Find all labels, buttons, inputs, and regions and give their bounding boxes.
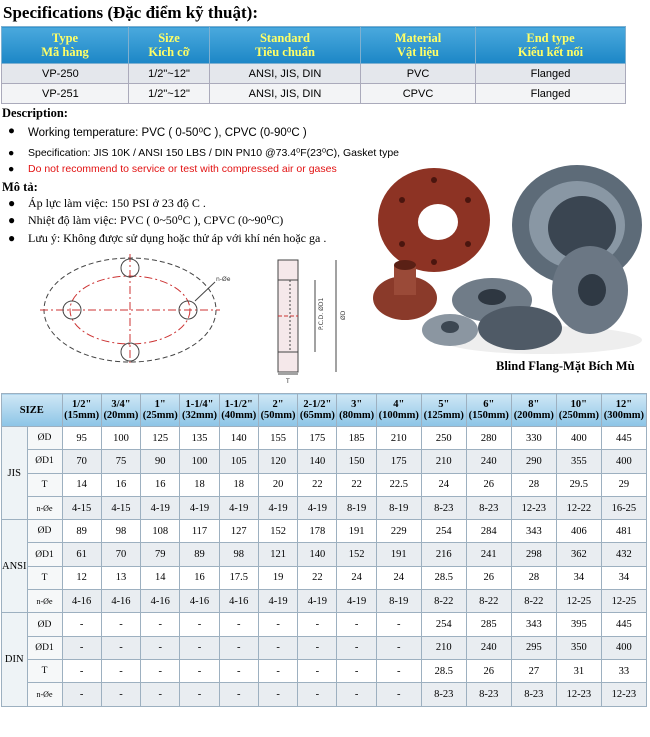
header-standard: Standard Tiêu chuẩn	[210, 27, 361, 64]
row-label: T	[27, 566, 62, 589]
value-cell: -	[376, 636, 421, 659]
value-cell: 152	[258, 520, 297, 543]
value-cell: 330	[511, 427, 556, 450]
size-mm: (125mm)	[423, 410, 464, 421]
value-cell: 229	[376, 520, 421, 543]
description-item: ● Specification: JIS 10K / ANSI 150 LBS / DIN PN10 @73.4⁰F(23⁰C), Gasket type	[8, 147, 399, 159]
size-inch: 4"	[393, 399, 405, 410]
value-cell: -	[62, 659, 101, 682]
value-cell: -	[180, 613, 219, 636]
value-cell: 406	[556, 520, 601, 543]
size-inch: 8"	[528, 399, 540, 410]
value-cell: 8-23	[511, 683, 556, 706]
value-cell: 22.5	[376, 473, 421, 496]
value-cell: 8-22	[466, 590, 511, 613]
size-inch: 3"	[351, 399, 363, 410]
value-cell: 445	[601, 427, 646, 450]
value-cell: 26	[466, 659, 511, 682]
value-cell: -	[101, 659, 140, 682]
size-header: SIZE	[2, 394, 63, 427]
value-cell: 4-19	[298, 590, 337, 613]
value-cell: 4-16	[101, 590, 140, 613]
bullet-icon: ●	[8, 213, 16, 227]
value-cell: 400	[601, 450, 646, 473]
size-mm: (40mm)	[221, 410, 257, 421]
size-mm: (50mm)	[260, 410, 296, 421]
value-cell: 178	[298, 520, 337, 543]
value-cell: 4-15	[101, 496, 140, 519]
value-cell: 4-19	[337, 590, 376, 613]
value-cell: 155	[258, 427, 297, 450]
right-grey-flange	[552, 246, 628, 334]
value-cell: 240	[466, 636, 511, 659]
header-size: Size Kích cỡ	[129, 27, 210, 64]
value-cell: 12-22	[556, 496, 601, 519]
value-cell: 100	[101, 427, 140, 450]
value-cell: 362	[556, 543, 601, 566]
value-cell: 210	[421, 450, 466, 473]
size-inch: 12"	[615, 399, 633, 410]
value-cell: 61	[62, 543, 101, 566]
value-cell: 17.5	[219, 566, 258, 589]
value-cell: 27	[511, 659, 556, 682]
value-cell: 285	[466, 613, 511, 636]
row-label: ØD	[27, 427, 62, 450]
value-cell: -	[337, 659, 376, 682]
value-cell: -	[337, 683, 376, 706]
bullet-icon: ●	[8, 147, 15, 159]
spec-header-row	[2, 27, 626, 64]
photo-caption: Blind Flang-Mặt Bích Mù	[496, 359, 635, 373]
size-header-cell	[298, 394, 337, 427]
value-cell: 12-23	[556, 683, 601, 706]
group-label: DIN	[2, 613, 28, 706]
value-cell: 280	[466, 427, 511, 450]
size-header-cell	[556, 394, 601, 427]
size-header-cell	[337, 394, 376, 427]
value-cell: 24	[376, 566, 421, 589]
value-cell: 89	[180, 543, 219, 566]
red-flange	[378, 168, 490, 272]
value-cell: 250	[421, 427, 466, 450]
value-cell: 12-23	[511, 496, 556, 519]
value-cell: -	[141, 636, 180, 659]
value-cell: 33	[601, 659, 646, 682]
size-inch: 1-1/4"	[185, 399, 214, 410]
value-cell: 290	[511, 450, 556, 473]
value-cell: -	[298, 683, 337, 706]
value-cell: -	[258, 613, 297, 636]
value-cell: 16	[141, 473, 180, 496]
size-inch: 1-1/2"	[224, 399, 253, 410]
header-type: Type Mã hàng	[2, 27, 129, 64]
size-header-cell	[180, 394, 219, 427]
size-header-cell	[62, 394, 101, 427]
size-mm: (150mm)	[468, 410, 509, 421]
value-cell: 8-23	[421, 683, 466, 706]
value-cell: 295	[511, 636, 556, 659]
value-cell: 31	[556, 659, 601, 682]
description-warning: ● Do not recommend to service or test with compressed air or gases	[8, 163, 337, 175]
value-cell: 350	[556, 636, 601, 659]
value-cell: 117	[180, 520, 219, 543]
value-cell: -	[298, 636, 337, 659]
dimension-row	[2, 520, 647, 543]
value-cell: 4-19	[180, 496, 219, 519]
dimension-row	[2, 590, 647, 613]
value-cell: -	[101, 683, 140, 706]
spec-cell: 1/2"~12"	[129, 84, 210, 104]
row-label: n-Øe	[27, 496, 62, 519]
value-cell: 24	[421, 473, 466, 496]
dimension-row	[2, 473, 647, 496]
group-label: ANSI	[2, 520, 28, 613]
value-cell: 34	[601, 566, 646, 589]
value-cell: 175	[298, 427, 337, 450]
spec-cell: VP-251	[2, 84, 129, 104]
value-cell: 210	[421, 636, 466, 659]
value-cell: 14	[141, 566, 180, 589]
description-heading: Description:	[2, 106, 68, 120]
value-cell: 175	[376, 450, 421, 473]
size-header-cell	[466, 394, 511, 427]
value-cell: 191	[337, 520, 376, 543]
bullet-icon: ●	[8, 231, 16, 245]
mota-heading: Mô tả:	[2, 180, 38, 194]
hole-label: n-Øe	[216, 276, 231, 283]
size-header-cell	[601, 394, 646, 427]
value-cell: 16-25	[601, 496, 646, 519]
size-inch: 5"	[438, 399, 450, 410]
value-cell: -	[141, 683, 180, 706]
value-cell: 185	[337, 427, 376, 450]
value-cell: 4-19	[298, 496, 337, 519]
spec-cell: ANSI, JIS, DIN	[210, 84, 361, 104]
spec-cell: Flanged	[476, 64, 626, 84]
value-cell: -	[62, 636, 101, 659]
size-mm: (32mm)	[182, 410, 217, 421]
flange-side-view	[278, 260, 336, 374]
size-mm: (20mm)	[103, 410, 139, 421]
size-mm: (100mm)	[378, 410, 419, 421]
value-cell: 216	[421, 543, 466, 566]
size-header-cell	[258, 394, 297, 427]
value-cell: 8-23	[466, 683, 511, 706]
spec-table	[1, 26, 626, 104]
value-cell: 12	[62, 566, 101, 589]
value-cell: -	[141, 659, 180, 682]
mota-item: ● Áp lực làm việc: 150 PSI ở 23 độ C .	[8, 196, 206, 210]
value-cell: 28.5	[421, 566, 466, 589]
size-inch: 2"	[272, 399, 284, 410]
dimension-row	[2, 613, 647, 636]
size-mm: (200mm)	[513, 410, 554, 421]
value-cell: -	[219, 613, 258, 636]
dimension-row	[2, 566, 647, 589]
size-mm: (80mm)	[339, 410, 375, 421]
value-cell: 90	[141, 450, 180, 473]
value-cell: 16	[101, 473, 140, 496]
row-label: n-Øe	[27, 590, 62, 613]
value-cell: 481	[601, 520, 646, 543]
value-cell: 34	[556, 566, 601, 589]
value-cell: 4-19	[141, 496, 180, 519]
value-cell: -	[180, 683, 219, 706]
size-header-cell	[376, 394, 421, 427]
value-cell: 343	[511, 613, 556, 636]
row-label: ØD1	[27, 543, 62, 566]
value-cell: -	[141, 613, 180, 636]
value-cell: 125	[141, 427, 180, 450]
size-inch: 1/2"	[72, 399, 92, 410]
row-label: ØD1	[27, 636, 62, 659]
spec-cell: PVC	[361, 64, 476, 84]
value-cell: 4-15	[62, 496, 101, 519]
t-label: T	[286, 378, 290, 385]
value-cell: 254	[421, 520, 466, 543]
dimension-row	[2, 683, 647, 706]
value-cell: 4-16	[141, 590, 180, 613]
value-cell: 298	[511, 543, 556, 566]
value-cell: 140	[298, 450, 337, 473]
row-label: T	[27, 659, 62, 682]
value-cell: 343	[511, 520, 556, 543]
value-cell: 8-19	[376, 496, 421, 519]
value-cell: -	[101, 636, 140, 659]
value-cell: 28	[511, 566, 556, 589]
row-label: ØD	[27, 520, 62, 543]
value-cell: -	[376, 613, 421, 636]
size-inch: 6"	[483, 399, 495, 410]
spec-row	[2, 84, 626, 104]
value-cell: 89	[62, 520, 101, 543]
value-cell: 8-19	[376, 590, 421, 613]
size-header-cell	[511, 394, 556, 427]
size-mm: (300mm)	[603, 410, 645, 421]
value-cell: -	[219, 659, 258, 682]
value-cell: 120	[258, 450, 297, 473]
value-cell: 28.5	[421, 659, 466, 682]
bullet-icon: ●	[8, 125, 15, 137]
value-cell: 79	[141, 543, 180, 566]
value-cell: -	[258, 683, 297, 706]
flange-front-view	[40, 254, 220, 366]
value-cell: 98	[219, 543, 258, 566]
size-mm: (25mm)	[142, 410, 178, 421]
value-cell: 12-23	[601, 683, 646, 706]
value-cell: 8-19	[337, 496, 376, 519]
value-cell: 20	[258, 473, 297, 496]
value-cell: 70	[62, 450, 101, 473]
value-cell: 395	[556, 613, 601, 636]
size-inch: 1"	[154, 399, 166, 410]
dimension-row	[2, 636, 647, 659]
size-mm: (65mm)	[299, 410, 335, 421]
small-grey-flange	[422, 314, 478, 346]
row-label: ØD	[27, 613, 62, 636]
size-mm: (15mm)	[64, 410, 100, 421]
value-cell: -	[337, 613, 376, 636]
mota-item: ● Lưu ý: Không được sử dụng hoặc thử áp với khí nén hoặc ga .	[8, 231, 327, 245]
value-cell: 18	[219, 473, 258, 496]
size-header-cell	[219, 394, 258, 427]
value-cell: 22	[298, 566, 337, 589]
value-cell: 400	[556, 427, 601, 450]
pcd-label: P.C.D. ØD1	[318, 297, 325, 330]
value-cell: 152	[337, 543, 376, 566]
flange-product-photo	[372, 160, 647, 360]
value-cell: 12-25	[601, 590, 646, 613]
dimension-row	[2, 543, 647, 566]
page-title: Specifications (Đặc điểm kỹ thuật):	[3, 3, 258, 22]
value-cell: 18	[180, 473, 219, 496]
dimension-row	[2, 427, 647, 450]
dimension-table	[1, 393, 647, 707]
dimension-row	[2, 450, 647, 473]
value-cell: 240	[466, 450, 511, 473]
value-cell: 108	[141, 520, 180, 543]
dimension-header-row	[2, 394, 647, 427]
value-cell: 70	[101, 543, 140, 566]
value-cell: 14	[62, 473, 101, 496]
size-header-cell	[141, 394, 180, 427]
value-cell: -	[376, 683, 421, 706]
value-cell: -	[337, 636, 376, 659]
value-cell: 254	[421, 613, 466, 636]
value-cell: -	[62, 613, 101, 636]
value-cell: -	[62, 683, 101, 706]
value-cell: 75	[101, 450, 140, 473]
value-cell: -	[219, 683, 258, 706]
size-inch: 3/4"	[111, 399, 131, 410]
value-cell: 98	[101, 520, 140, 543]
value-cell: 355	[556, 450, 601, 473]
value-cell: 16	[180, 566, 219, 589]
value-cell: 150	[337, 450, 376, 473]
value-cell: 135	[180, 427, 219, 450]
blind-flange	[478, 306, 562, 350]
value-cell: -	[298, 659, 337, 682]
bullet-icon: ●	[8, 163, 15, 175]
value-cell: 22	[298, 473, 337, 496]
value-cell: 284	[466, 520, 511, 543]
value-cell: -	[298, 613, 337, 636]
value-cell: 4-16	[180, 590, 219, 613]
value-cell: 8-23	[421, 496, 466, 519]
row-label: T	[27, 473, 62, 496]
value-cell: 400	[601, 636, 646, 659]
value-cell: 105	[219, 450, 258, 473]
value-cell: 13	[101, 566, 140, 589]
value-cell: -	[258, 659, 297, 682]
value-cell: 19	[258, 566, 297, 589]
value-cell: 4-16	[62, 590, 101, 613]
value-cell: 22	[337, 473, 376, 496]
row-label: n-Øe	[27, 683, 62, 706]
value-cell: 4-19	[258, 496, 297, 519]
size-header-cell	[101, 394, 140, 427]
value-cell: 26	[466, 473, 511, 496]
value-cell: 95	[62, 427, 101, 450]
value-cell: -	[101, 613, 140, 636]
value-cell: 4-19	[258, 590, 297, 613]
row-label: ØD1	[27, 450, 62, 473]
value-cell: 140	[298, 543, 337, 566]
spec-cell: 1/2"~12"	[129, 64, 210, 84]
value-cell: 445	[601, 613, 646, 636]
value-cell: 121	[258, 543, 297, 566]
od-label: ØD	[340, 310, 347, 320]
description-item: ● Working temperature: PVC ( 0-50⁰C ), CPVC (0-90⁰C )	[8, 125, 307, 139]
value-cell: 140	[219, 427, 258, 450]
value-cell: 12-25	[556, 590, 601, 613]
spec-row	[2, 64, 626, 84]
value-cell: 24	[337, 566, 376, 589]
value-cell: 100	[180, 450, 219, 473]
size-mm: (250mm)	[558, 410, 599, 421]
value-cell: 127	[219, 520, 258, 543]
value-cell: 210	[376, 427, 421, 450]
value-cell: 432	[601, 543, 646, 566]
value-cell: 4-16	[219, 590, 258, 613]
value-cell: 8-22	[511, 590, 556, 613]
spec-cell: CPVC	[361, 84, 476, 104]
value-cell: -	[258, 636, 297, 659]
mota-item: ● Nhiệt độ làm việc: PVC ( 0~50⁰C ), CPVC (0~90⁰C)	[8, 213, 284, 227]
value-cell: 191	[376, 543, 421, 566]
value-cell: -	[180, 659, 219, 682]
value-cell: 8-23	[466, 496, 511, 519]
bullet-icon: ●	[8, 196, 16, 210]
size-header-cell	[421, 394, 466, 427]
spec-cell: Flanged	[476, 84, 626, 104]
value-cell: 4-19	[219, 496, 258, 519]
header-material: Material Vật liệu	[361, 27, 476, 64]
value-cell: 26	[466, 566, 511, 589]
value-cell: 241	[466, 543, 511, 566]
group-label: JIS	[2, 427, 28, 520]
header-end-type: End type Kiểu kết nối	[476, 27, 626, 64]
value-cell: 29	[601, 473, 646, 496]
value-cell: -	[180, 636, 219, 659]
spec-cell: ANSI, JIS, DIN	[210, 64, 361, 84]
size-inch: 10"	[570, 399, 587, 410]
spec-cell: VP-250	[2, 64, 129, 84]
value-cell: 29.5	[556, 473, 601, 496]
value-cell: -	[219, 636, 258, 659]
value-cell: 8-22	[421, 590, 466, 613]
flange-technical-drawing	[40, 252, 360, 387]
value-cell: -	[376, 659, 421, 682]
dimension-row	[2, 496, 647, 519]
size-inch: 2-1/2"	[303, 399, 332, 410]
dimension-row	[2, 659, 647, 682]
value-cell: 28	[511, 473, 556, 496]
